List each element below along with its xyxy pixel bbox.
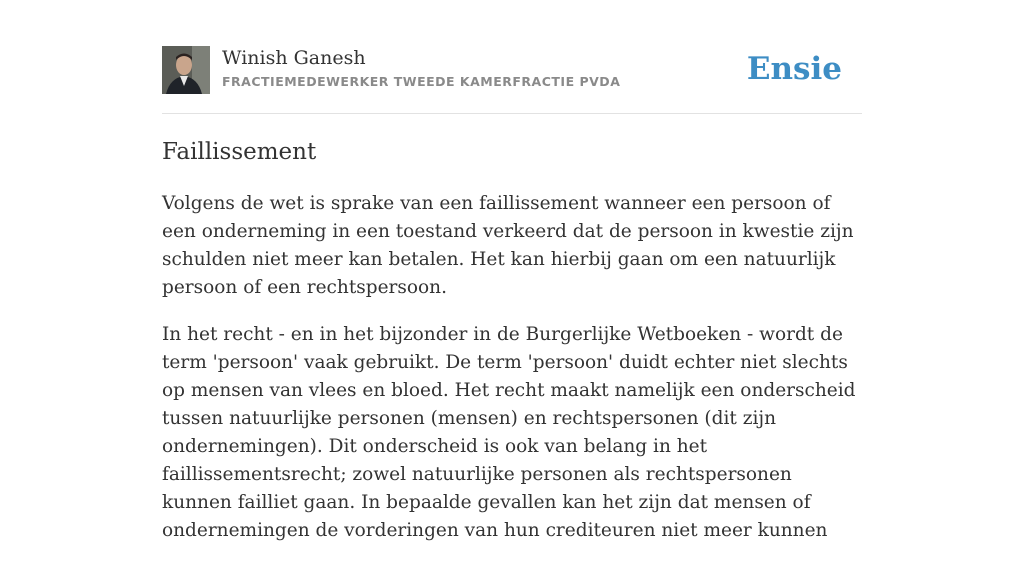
header-divider <box>162 113 862 114</box>
article-paragraph: In het recht - en in het bijzonder in de Burgerlijke Wetboeken - wordt de term 'persoon' vaak gebruikt. De term 'persoon' duidt echter niet slechts op mensen van vlees en bloed. Het recht maakt namelijk een onderscheid tussen natuurlijke personen (mensen) en rechtspersonen (dit zijn ondernemingen). Dit onderscheid is ook van belang in het faillissementsrecht; zowel natuurlijke personen als rechtspersonen kunnen failliet gaan. In bepaalde gevallen kan het zijn dat mensen of ondernemingen de vorderingen van hun crediteuren niet meer kunnen <box>162 324 856 541</box>
author-header <box>162 46 862 96</box>
author-avatar[interactable] <box>162 46 210 94</box>
author-name[interactable]: Winish Ganesh <box>222 47 366 69</box>
avatar-portrait-icon <box>162 46 210 94</box>
article-paragraph: Volgens de wet is sprake van een faillissement wanneer een persoon of een onderneming in een toestand verkeerd dat de persoon in kwestie zijn schulden niet meer kan betalen. Het kan hierbij gaan om een natuurlijk persoon of een rechtspersoon. <box>162 193 854 298</box>
author-role: FRACTIEMEDEWERKER TWEEDE KAMERFRACTIE PVDA <box>222 74 621 89</box>
article-title: Faillissement <box>162 139 317 165</box>
article-body <box>162 190 866 564</box>
ensie-logo[interactable]: Ensie <box>746 51 842 87</box>
